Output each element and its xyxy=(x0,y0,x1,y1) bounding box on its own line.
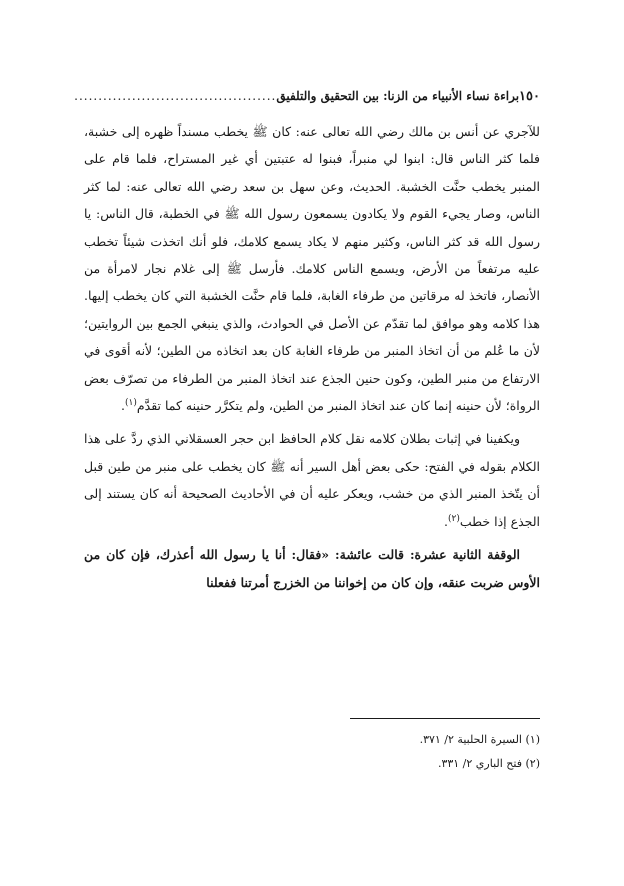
page-header xyxy=(74,88,540,105)
paragraph-1 xyxy=(84,118,540,419)
paragraph-2-text: ويكفينا في إثبات بطلان كلامه نقل كلام الحافظ ابن حجر العسقلاني الذي ردَّ على هذا الكلام بقوله في الفتح: حكى بعض أهل السير أنه ﷺ كان يخطب على منبر من طين قبل أن يتّخذ المنبر الذي من خشب، ويعكر عليه أن في الأحاديث الصحيحة أنه كان يستند إلى الجذع إذا خطب xyxy=(84,431,540,529)
running-header xyxy=(70,88,519,104)
footnote-ref-2[interactable]: (٢) xyxy=(448,513,460,524)
footnote-2: (٢) فتح الباري ٢/ ٣٣١. xyxy=(437,757,540,770)
paragraph-3-text: الوقفة الثانية عشرة: قالت عائشة: «فقال: أنا يا رسول الله أعذرك، فإن كان من الأوس ضربت عنقه، وإن كان من إخواننا من الخزرج أمرتنا ففعلنا xyxy=(84,547,540,590)
header-leader-dots: .......................................... xyxy=(74,89,277,103)
paragraph-2 xyxy=(84,425,540,535)
paragraph-3 xyxy=(84,541,540,596)
footnote-separator xyxy=(350,718,540,719)
footnotes xyxy=(84,728,540,776)
paragraph-2-end: . xyxy=(444,513,449,529)
page-number: ١٥٠ xyxy=(519,89,540,104)
running-title: براءة نساء الأنبياء من الزنا: بين التحقيق والتلفيق xyxy=(276,89,520,103)
paragraph-1-end: . xyxy=(121,398,126,414)
paragraph-1-text: للآجري عن أنس بن مالك رضي الله تعالى عنه: كان ﷺ يخطب مسنداً ظهره إلى خشبة، فلما كثر الناس قال: ابنوا لي منبراً، فبنوا له عتبتين أي غير المستراح، فلما قام على المنبر يخطب حنَّت الخشبة. الحديث، وعن سهل بن سعد رضي الله تعالى عنه: لما كثر الناس، وصار يجيء القوم ولا يكادون يسمعون رسول الله ﷺ في الخطبة، قال الناس: يا رسول الله قد كثر الناس، وكثير منهم لا يكاد يسمع كلامك، فلو أنك اتخذت شيئاً تخطب عليه مرتفعاً من الأرض، ويسمع الناس كلامك. فأرسل ﷺ إلى غلام نجار لامرأة من الأنصار، فاتخذ له مرقاتين من طرفاء الغابة، فلما قام حنَّت الخشبة التي كان يخطب إليها. هذا كلامه وهو موافق لما تقدّم عن الأصل في الحوادث، والذي ينبغي الجمع بين الروايتين؛ لأن ما عُلم من أن اتخاذ المنبر من طرفاء الغابة كان بعد اتخاذه من الطين؛ لأنه أقوى في الارتفاع من منبر الطين، وكون حنين الجذع عند اتخاذ المنبر من الطرفاء من تصرّف بعض الرواة؛ لأن حنينه إنما كان عند اتخاذ المنبر من الطين، ولم يتكرَّر حنينه كما تقدَّم xyxy=(84,124,540,414)
footnote-ref-1[interactable]: (١) xyxy=(125,397,137,408)
footnote-1: (١) السيرة الحلبية ٢/ ٣٧١. xyxy=(419,733,540,746)
main-text xyxy=(84,118,540,596)
